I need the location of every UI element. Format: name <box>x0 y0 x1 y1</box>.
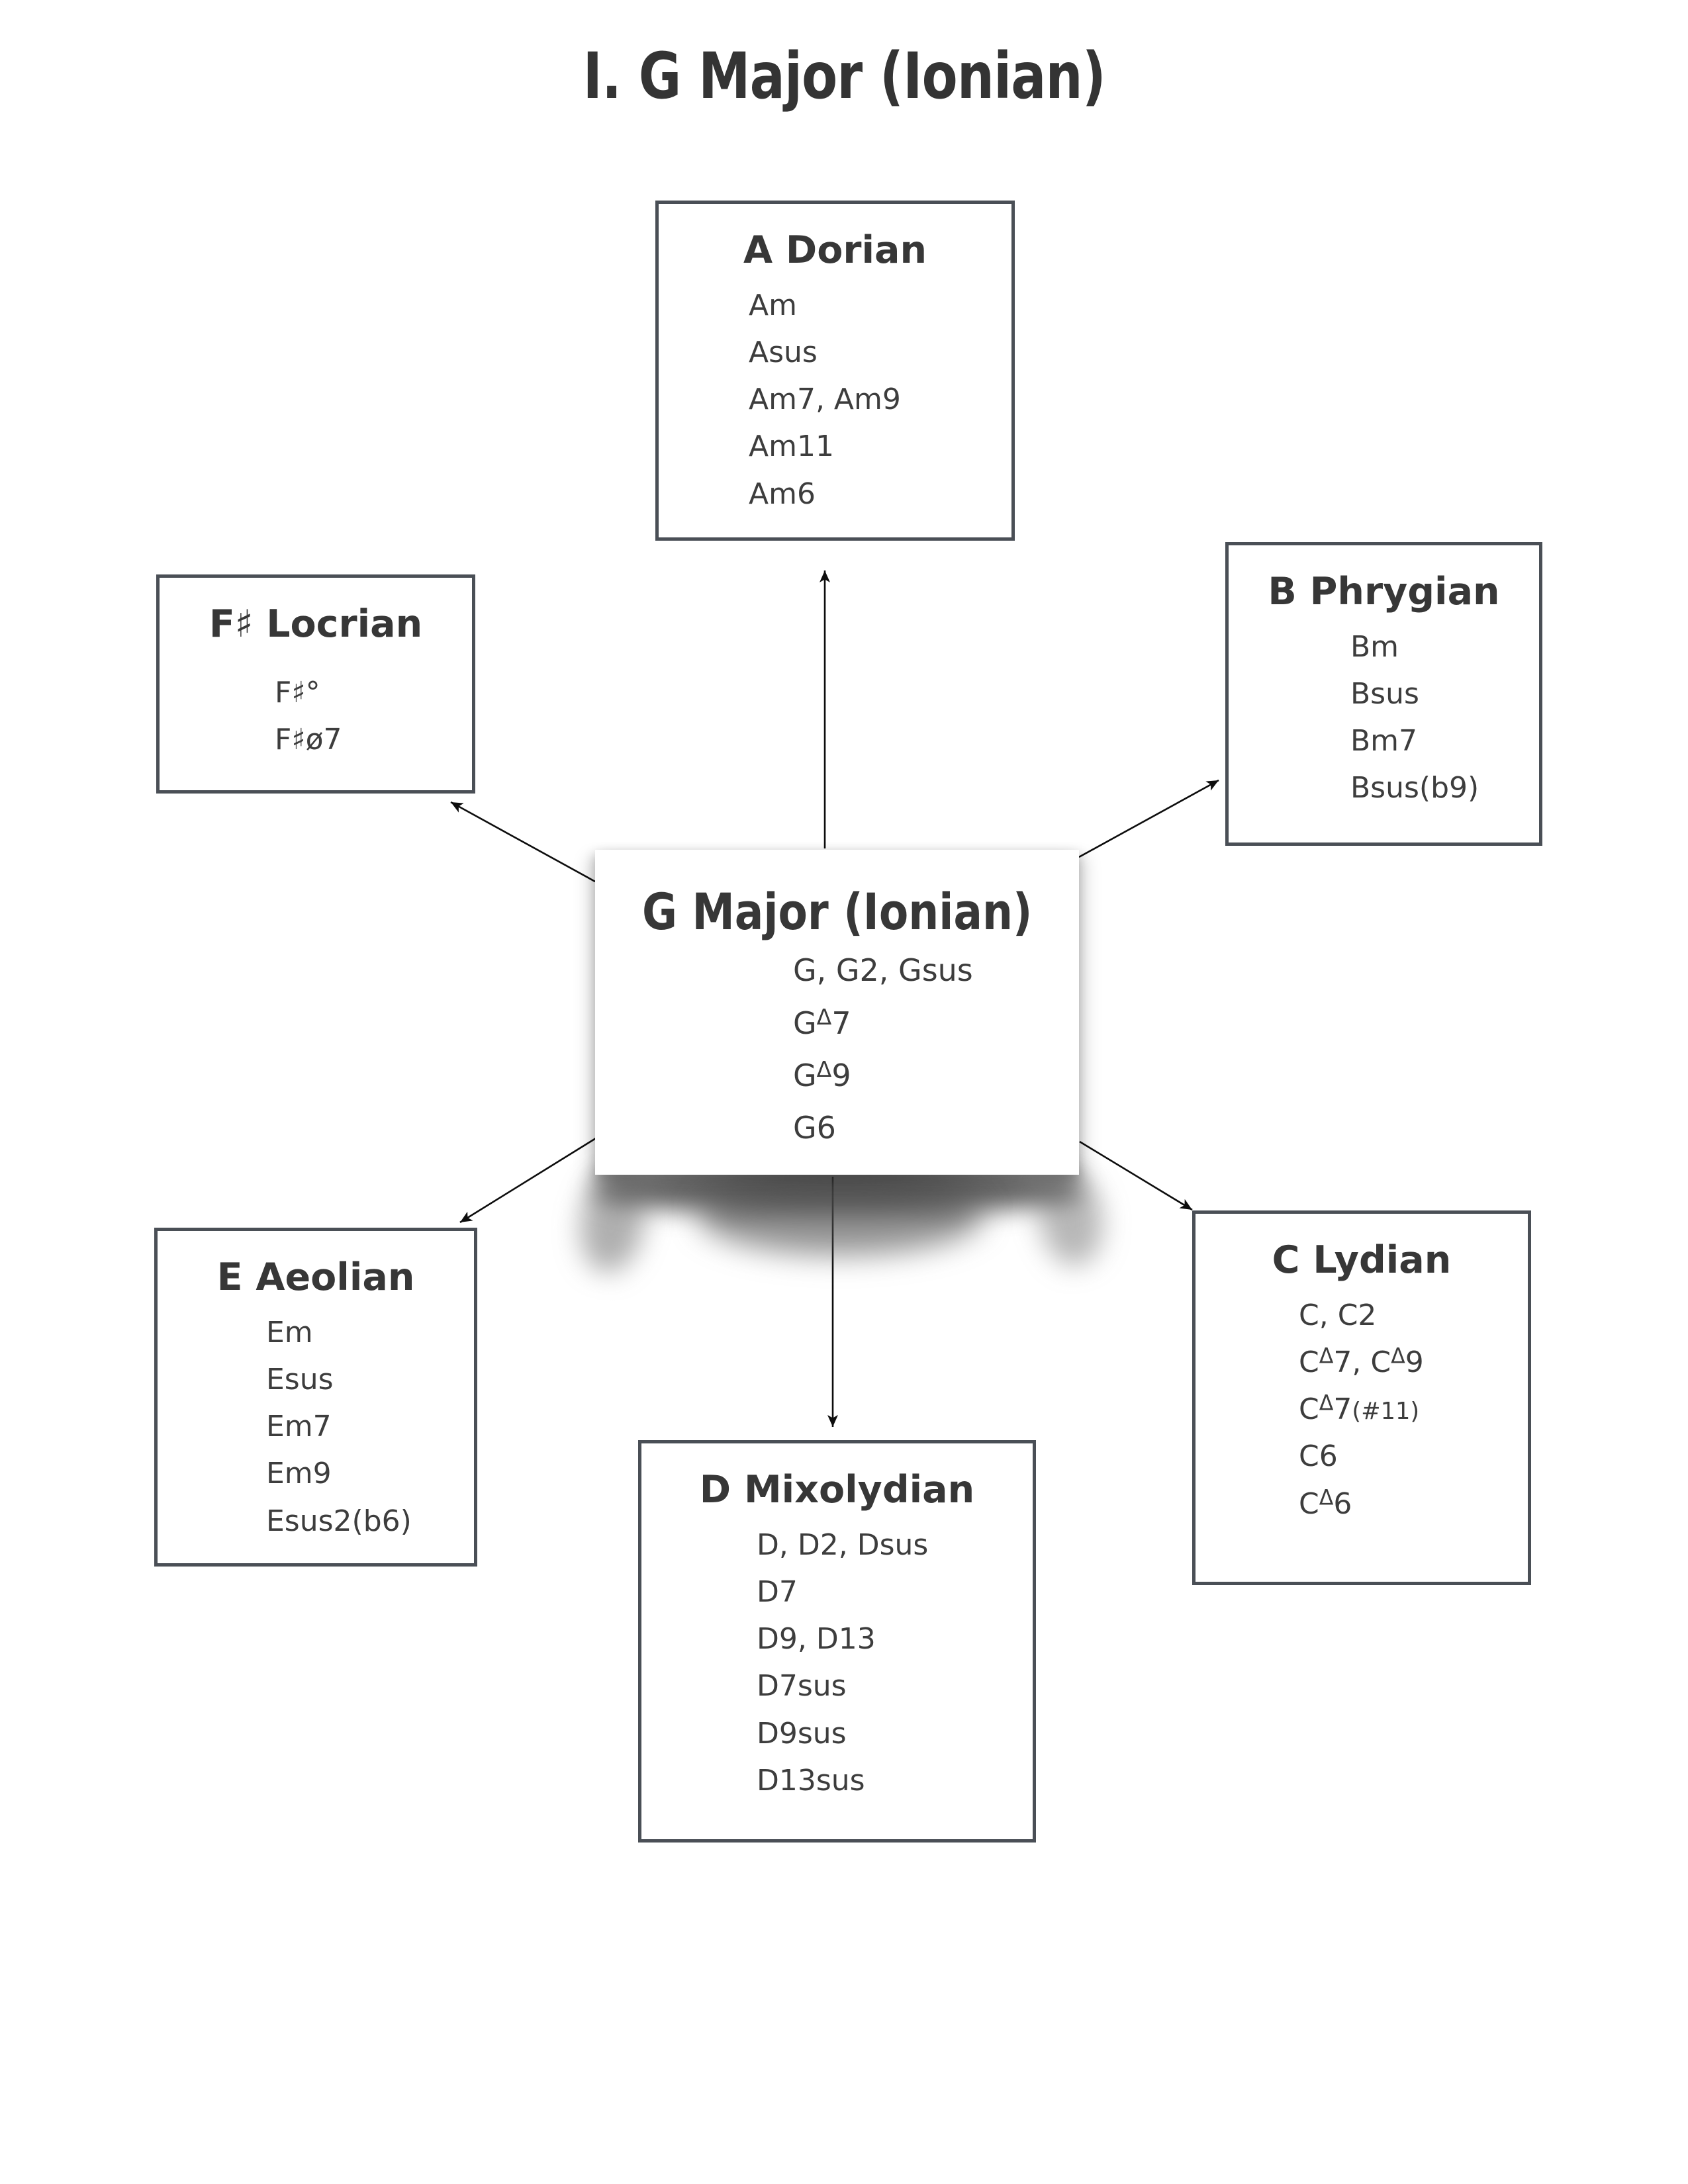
chord-line: Am11 <box>749 430 834 464</box>
chord-line: $G^\Delta 9$ <box>793 1056 851 1093</box>
chord-line: Asus <box>749 335 818 369</box>
chord-list <box>757 1522 928 1805</box>
chord-line: Em <box>266 1315 313 1349</box>
mode-box-g-major-center <box>595 850 1079 1175</box>
center-box-shadow-bulge <box>698 1177 983 1255</box>
chord-line: Esus2(b6) <box>266 1504 412 1538</box>
chord-line: D7 <box>757 1574 798 1609</box>
mode-box-d-mixolydian <box>638 1440 1036 1843</box>
page-title-text: I. G Major (Ionian) <box>583 39 1105 113</box>
chord-line: Em7 <box>266 1410 332 1444</box>
chord-line: Am6 <box>749 477 816 511</box>
chord-line: D9, D13 <box>757 1622 876 1657</box>
chord-line: Am7, Am9 <box>749 383 901 417</box>
chord-list <box>793 944 973 1154</box>
chord-line: D9sus <box>757 1716 847 1751</box>
mode-box-e-aeolian <box>154 1228 477 1567</box>
chord-list <box>1350 623 1479 812</box>
mode-box-f-sharp-locrian <box>156 574 475 794</box>
chord-line: G, G2, Gsus <box>793 952 973 989</box>
chord-line: F♯ø7 <box>275 722 342 756</box>
mode-box-title: B Phrygian <box>1268 570 1500 614</box>
chord-line: Bsus <box>1350 676 1419 711</box>
chord-line: D, D2, Dsus <box>757 1527 929 1562</box>
mode-box-title: F♯ Locrian <box>209 602 423 646</box>
chord-line: Bm <box>1350 629 1399 664</box>
chord-line: C, C2 <box>1299 1298 1377 1332</box>
mode-box-title: C Lydian <box>1272 1238 1452 1282</box>
mode-box-c-lydian <box>1192 1210 1531 1585</box>
chord-line: D7sus <box>757 1669 847 1704</box>
chord-line: Bsus(b9) <box>1350 771 1479 805</box>
mode-box-title <box>595 883 1079 940</box>
mode-box-title: D Mixolydian <box>699 1468 975 1512</box>
chord-line: Bm7 <box>1350 724 1418 758</box>
chord-line: C6 <box>1299 1439 1338 1474</box>
chord-list <box>1299 1292 1424 1527</box>
chord-line: Em9 <box>266 1457 332 1491</box>
chord-list <box>275 669 342 764</box>
chord-line: Am <box>749 288 797 322</box>
chord-line: D13sus <box>757 1763 865 1797</box>
mode-box-a-dorian <box>655 201 1015 541</box>
chord-line: $G^\Delta 7$ <box>793 1003 851 1041</box>
chord-line: Esus <box>266 1362 334 1396</box>
mode-box-b-phrygian <box>1225 542 1542 846</box>
chord-line: G6 <box>793 1109 836 1146</box>
chord-list <box>266 1309 412 1545</box>
chord-line: $C^\Delta 7$, $C^\Delta 9$ <box>1299 1344 1424 1379</box>
chord-line: $C^\Delta 7(\#11)$ <box>1299 1391 1420 1427</box>
chord-list <box>749 282 901 518</box>
chord-line: $C^\Delta 6$ <box>1299 1486 1352 1521</box>
mode-box-title: A Dorian <box>743 228 927 272</box>
chord-line: F♯° <box>275 675 320 709</box>
mode-box-title-text: G Major (Ionian) <box>641 882 1033 941</box>
mode-box-title: E Aeolian <box>216 1255 415 1299</box>
